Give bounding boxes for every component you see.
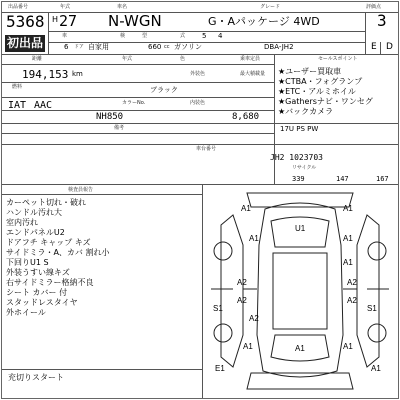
diagram-mark: A1 [241,204,251,213]
spec-rule-6 [2,133,274,134]
year: 27 [59,12,78,30]
color-code: NH850 [96,112,124,122]
registration-type: 自家用 [88,43,109,51]
notes-list [6,197,109,317]
fuel: ガソリン [174,43,202,51]
model-code: DBA-JH2 [264,43,294,51]
diagram-mark: E1 [215,364,225,373]
header-label-grade: グレード [260,4,281,10]
right-rear-wheel [368,324,386,342]
feature-item: ★Gathersナビ・ワンセグ [278,97,373,106]
notes-header: 検査員報告 [68,187,94,193]
note-item: エンドパネルU2 [6,228,65,237]
header-row2-rule [48,31,365,32]
bottom-note: 充切りスタート [8,373,64,382]
exterior-grade: D [386,42,393,52]
note-item: スタッドレスタイヤ [6,298,78,307]
vin-label: 車台番号 [196,146,217,152]
header-label-score: 評価点 [366,4,382,10]
header-row2-label-4: 式 [180,33,186,39]
diagram-mark: A1 [343,234,353,243]
spec-rule-5 [2,123,274,124]
diagram-mark: U1 [295,224,306,233]
score: 3 [377,11,387,30]
dim-width: 147 [336,175,349,183]
right-side-outline [357,215,379,367]
spec-label-extcolor: 外装色 [190,71,206,77]
feature-item: ★ETC・アルミホイル [278,87,356,96]
aircon: AAC [34,100,53,111]
header-row2-label-1: 車 [62,33,68,39]
features-list [278,66,373,116]
diagram-mark: A2 [237,296,247,305]
header-row2-label-3: 型 [142,33,148,39]
spec-rule-4 [2,110,274,111]
left-front-wheel [214,242,232,260]
feature-item: ★バックカメラ [278,107,334,116]
note-item: サイドミラ・A、カバ 割れ小 [6,248,110,257]
spec-feature-divider [274,54,275,184]
spec-label-year: 年式 [122,56,133,62]
diagram-mark: A1 [249,234,259,243]
notes-header-rule [2,194,202,195]
score-divider [365,12,366,54]
spec-rule-1 [2,64,274,65]
rear-bumper [247,373,353,389]
doors-label: ドア [74,44,84,50]
spec-label-fuel: 燃料 [12,84,23,90]
diagram-mark: A2 [249,314,259,323]
car-damage-diagram [203,185,397,395]
spec-label-mileage: 距離 [32,56,43,62]
note-item: 外装うすい線キズ [6,268,70,277]
diagram-mark: A2 [347,296,357,305]
diagram-mark: A1 [343,204,353,213]
lot-number: 5368 [6,12,45,31]
left-side-outline [221,215,243,367]
diagram-mark: A1 [243,342,253,351]
header-label-lot: 出品番号 [8,4,29,10]
notes-bottom-rule [2,369,202,370]
header-label-year: 年式 [60,4,71,10]
diagram-mark: S1 [367,304,377,313]
spec-label-intcolor: 内装色 [190,100,206,106]
mileage-unit: km [72,70,83,78]
spec-label-cap: 乗車定員 [240,56,261,62]
note-item: 右サイドミラー格納不良 [6,278,94,287]
mileage: 194,153 [22,68,69,81]
diagram-mark: A2 [237,278,247,287]
diagram-mark: S1 [213,304,223,313]
note-item: ドアフチ キャップ キズ [6,238,91,247]
feature-item: ★ユーザー買取車 [278,67,342,76]
spec-label-colorno: カラーNo. [122,100,146,106]
note-item: 下回りU1 S [6,258,49,267]
diagram-mark: A1 [295,344,305,353]
note-item: 外ホイール [6,308,46,317]
diagram-mark: A1 [343,342,353,351]
spec-rule-2 [2,82,274,83]
note-item: ハンドル汚れ大 [6,208,62,217]
displacement: 660 [148,43,162,51]
diagram-mark: A1 [371,364,381,373]
note-item: シート カバー 付 [6,288,68,297]
displacement-unit: cc [164,44,170,50]
interior-grade: E [371,42,377,52]
grade-split [380,42,381,54]
model-name: N-WGN [108,12,162,30]
diagram-mark: A1 [343,258,353,267]
header-label-model: 車名 [117,4,128,10]
features-rule [274,123,398,124]
transmission: IAT [8,100,27,111]
note-item: カーペット切れ・破れ [6,198,86,207]
header-row2-label-2: 検 [120,33,126,39]
header-bottom-rule [2,54,398,55]
right-front-wheel [368,242,386,260]
vin: JH2 1023703 [270,153,323,162]
lot-divider [48,12,49,54]
dim-height: 167 [376,175,389,183]
front-bumper [247,193,353,207]
left-rear-wheel [214,324,232,342]
first-registration-badge: 初出品 [6,36,43,50]
equipment: 17U PS PW [280,125,319,133]
doors: 5 [202,32,207,40]
vin-rule-top [2,144,398,145]
spec-label-color: 色 [180,56,186,62]
year-era: H [52,15,59,24]
color: ブラック [150,86,178,94]
recycle-label: リサイクル [292,165,317,171]
dim-length: 339 [292,175,305,183]
roof-panel [273,253,327,329]
doors-value: 6 [64,43,69,51]
note-item: 室内汚れ [6,218,38,227]
price: 8,680 [232,112,260,122]
grade: G・Aパッケージ 4WD [208,15,320,28]
feature-item: ★CTBA・フォグランプ [278,77,363,86]
diagram-mark: A2 [347,278,357,287]
auction-sheet [1,1,399,399]
spec-rule-3 [2,97,274,98]
features-header: セールスポイント [318,56,358,62]
spec-label-remarks: 備考 [114,125,125,131]
seats: 4 [218,32,223,40]
spec-label-payload: 最大積載量 [240,71,266,77]
